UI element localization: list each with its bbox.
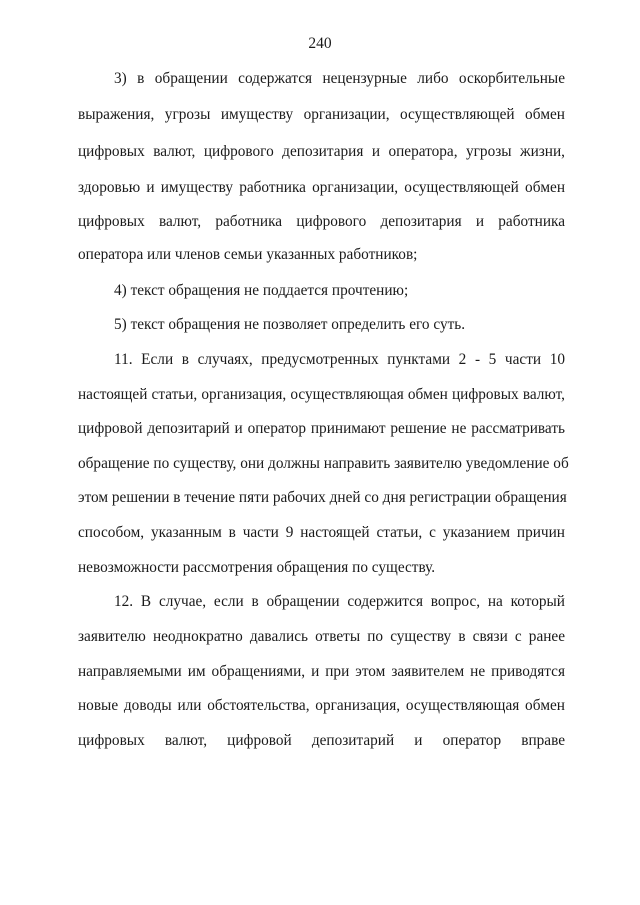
text-line: оператора или членов семьи указанных работников; xyxy=(78,246,418,263)
text-line: новые доводы или обстоятельства, организация, осуществляющая обмен xyxy=(78,697,565,714)
text-line: направляемыми им обращениями, и при этом заявителем не приводятся xyxy=(78,663,565,680)
text-line: 4) текст обращения не поддается прочтению; xyxy=(114,282,409,299)
text-line: невозможности рассмотрения обращения по существу. xyxy=(78,559,436,576)
text-line: настоящей статьи, организация, осуществляющая обмен цифровых валют, xyxy=(78,386,565,403)
page-number: 240 xyxy=(308,35,332,52)
text-line: выражения, угрозы имуществу организации, осуществляющей обмен xyxy=(78,106,565,123)
text-line: способом, указанным в части 9 настоящей статьи, с указанием причин xyxy=(78,524,565,541)
text-line: цифровых валют, работника цифрового депозитария и работника xyxy=(78,213,565,230)
text-line: здоровью и имуществу работника организации, осуществляющей обмен xyxy=(78,179,565,196)
text-line: заявителю неоднократно давались ответы по существу в связи с ранее xyxy=(78,628,565,645)
text-line: обращение по существу, они должны направить заявителю уведомление об xyxy=(78,455,569,472)
text-line: 11. Если в случаях, предусмотренных пунктами 2 - 5 части 10 xyxy=(114,351,565,368)
text-line: 12. В случае, если в обращении содержится вопрос, на который xyxy=(114,593,565,610)
text-line: 5) текст обращения не позволяет определить его суть. xyxy=(114,316,466,333)
text-line: этом решении в течение пяти рабочих дней со дня регистрации обращения xyxy=(78,489,567,506)
text-line: 3) в обращении содержатся нецензурные либо оскорбительные xyxy=(114,70,565,87)
text-line: цифровых валют, цифрового депозитария и оператора, угрозы жизни, xyxy=(78,143,565,160)
text-line: цифровой депозитарий и оператор принимают решение не рассматривать xyxy=(78,420,565,437)
text-line: цифровых валют, цифровой депозитарий и оператор вправе xyxy=(78,732,565,749)
